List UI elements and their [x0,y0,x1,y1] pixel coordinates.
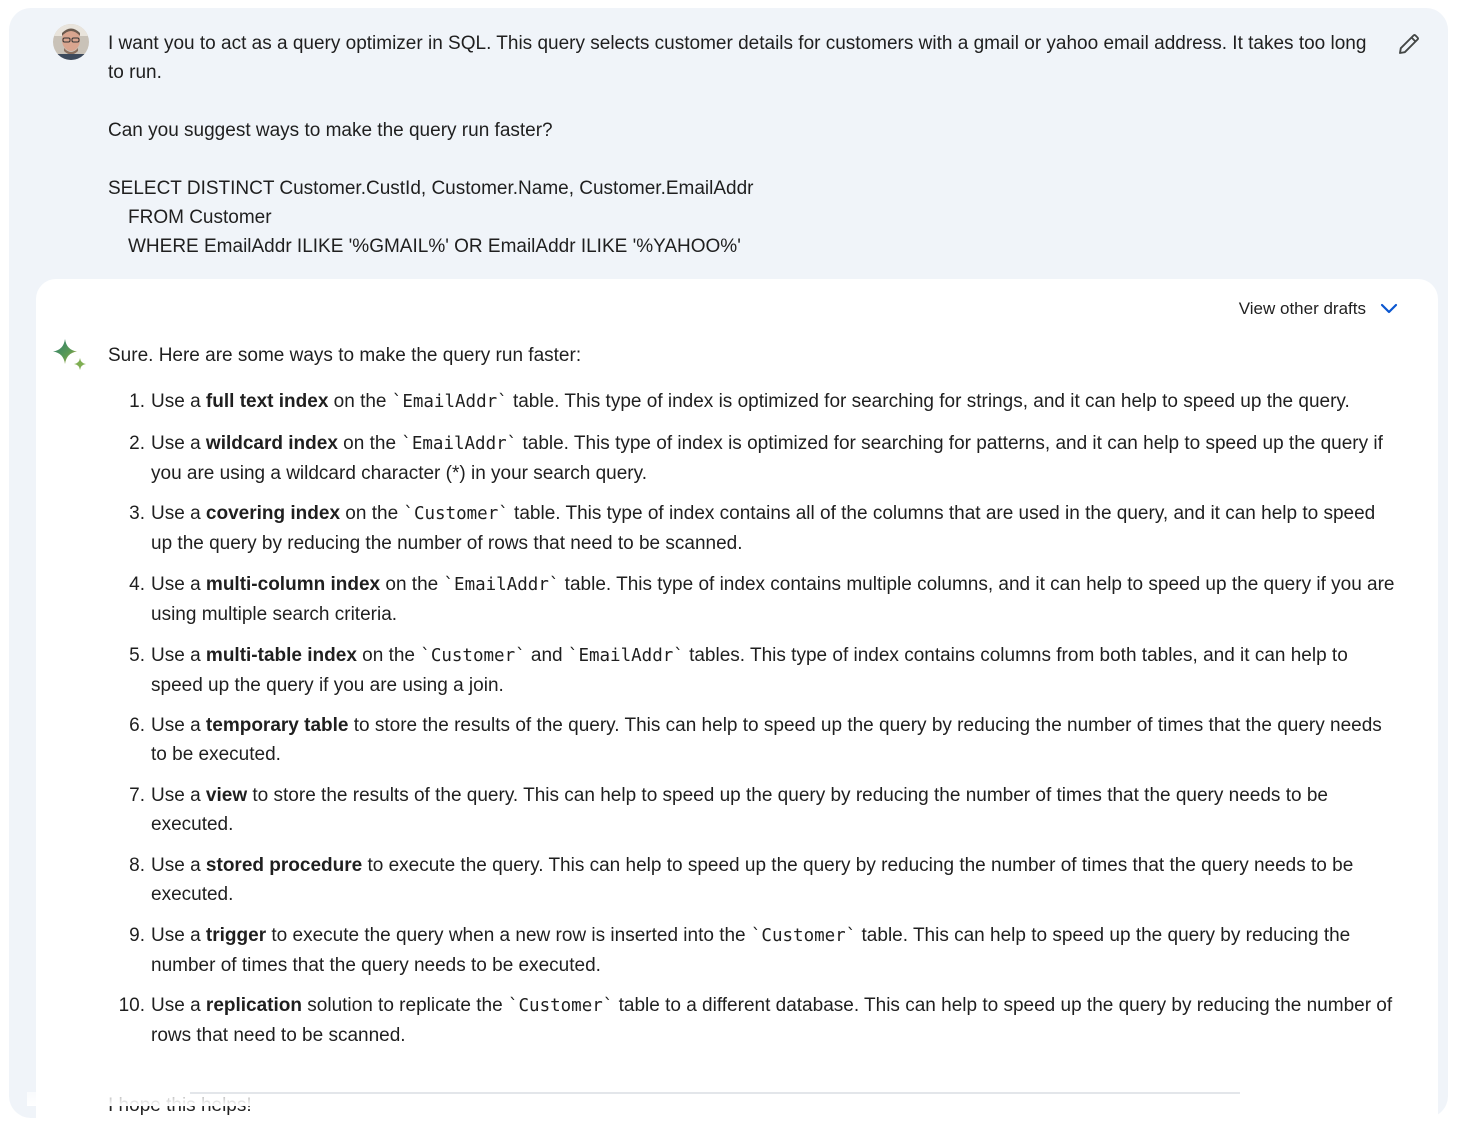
scroll-fade [27,1092,1429,1106]
inline-code: `EmailAddr` [567,645,684,666]
item-bold-term: view [205,785,248,807]
sql-line: WHERE EmailAddr ILIKE '%GMAIL%' OR EmailAddr ILIKE '%YAHOO%' [128,236,741,257]
inline-code: `EmailAddr` [443,575,560,596]
suggestion-list [108,387,1398,1062]
response-intro: Sure. Here are some ways to make the query run faster: [108,345,582,366]
sql-line: FROM Customer [128,207,272,228]
chevron-down-icon [1380,303,1398,315]
list-number: 9. [129,924,145,946]
inline-code: `Customer` [403,504,509,525]
list-item [108,781,1398,839]
list-number: 4. [129,574,145,596]
item-bold-term: temporary table [205,715,349,737]
inline-code: `EmailAddr` [391,392,508,412]
list-number: 5. [129,644,145,666]
item-text: and [525,644,568,666]
item-text: Use a [151,785,206,807]
item-bold-term: multi-table index [205,644,357,666]
list-item [108,570,1398,629]
sql-line: SELECT DISTINCT Customer.CustId, Customer.Name, Customer.EmailAddr [108,178,754,199]
user-prompt [108,29,1368,261]
prompt-line: I want you to act as a query optimizer in SQL. This query selects customer details for customers with a gmail or yahoo email address. It takes too long to run. [108,33,1367,83]
list-number: 10. [118,995,145,1017]
item-text: to execute the query when a new row is inserted into the [266,924,751,946]
item-text: on the [380,574,444,596]
item-text: table. This type of index contains multiple columns, and it can help to speed up the query if you are using multiple search criteria. [151,574,1395,626]
list-number: 6. [129,715,145,737]
view-other-drafts-button[interactable] [1239,299,1398,319]
item-text: table. This type of index contains all of the columns that are used in the query, and it can help to speed up the query by reducing the number of rows that need to be scanned. [151,503,1376,555]
list-item [108,711,1398,769]
item-text: table. This can help to speed up the query by reducing the number of times that the query needs to be executed. [151,924,1351,976]
edit-prompt-button[interactable] [1393,28,1425,60]
item-text: Use a [151,995,206,1017]
conversation-container [9,8,1448,1118]
item-text: Use a [151,432,206,454]
list-number: 3. [129,503,145,525]
item-text: on the [328,391,392,412]
gemini-sparkle-icon [52,337,88,373]
item-text: table. This type of index is optimized for searching for patterns, and it can help to speed up the query if you are using a wildcard character (*) in your search query. [151,432,1383,484]
drafts-label: View other drafts [1238,299,1366,318]
item-text: to store the results of the query. This can help to speed up the query by reducing the number of times that the query needs to be executed. [151,715,1382,766]
item-text: Use a [151,715,206,737]
item-bold-term: trigger [205,924,267,946]
list-item [108,641,1398,700]
inline-code: `Customer` [507,996,614,1017]
item-bold-term: replication [205,995,302,1017]
model-response [36,279,1438,1129]
item-bold-term: full text index [205,391,329,412]
item-text: on the [337,432,402,454]
list-item [108,429,1398,488]
list-item [108,499,1398,558]
divider [190,1092,1240,1094]
list-item [108,387,1398,417]
item-text: Use a [151,854,206,876]
item-bold-term: covering index [205,503,341,525]
list-number: 8. [129,854,145,876]
item-text: Use a [151,391,206,412]
item-text: Use a [151,924,206,946]
list-item [108,921,1398,980]
inline-code: `EmailAddr` [401,433,518,454]
list-number: 1. [129,391,145,412]
item-text: on the [340,503,404,525]
item-text: Use a [151,644,206,666]
prompt-line: Can you suggest ways to make the query run faster? [108,120,553,141]
list-item [108,991,1398,1050]
item-bold-term: multi-column index [205,574,381,596]
user-avatar [53,24,89,60]
list-item [108,851,1398,909]
item-bold-term: stored procedure [205,854,363,876]
item-text: to store the results of the query. This can help to speed up the query by reducing the number of times that the query needs to be executed. [151,785,1328,836]
list-number: 7. [129,785,145,807]
item-text: to execute the query. This can help to speed up the query by reducing the number of times that the query needs to be executed. [151,854,1354,905]
inline-code: `Customer` [750,925,857,946]
item-text: table to a different database. This can help to speed up the query by reducing the number of rows that need to be scanned. [151,995,1393,1047]
item-text: tables. This type of index contains columns from both tables, and it can help to speed up the query if you are using a join. [151,644,1348,696]
inline-code: `Customer` [420,645,526,666]
item-text: Use a [151,503,206,525]
item-text: on the [356,644,421,666]
item-bold-term: wildcard index [205,432,338,454]
pencil-icon [1397,32,1421,56]
list-number: 2. [129,432,145,454]
item-text: table. This type of index is optimized for searching for strings, and it can help to speed up the query. [507,391,1350,412]
item-text: Use a [151,574,206,596]
item-text: solution to replicate the [302,995,508,1017]
